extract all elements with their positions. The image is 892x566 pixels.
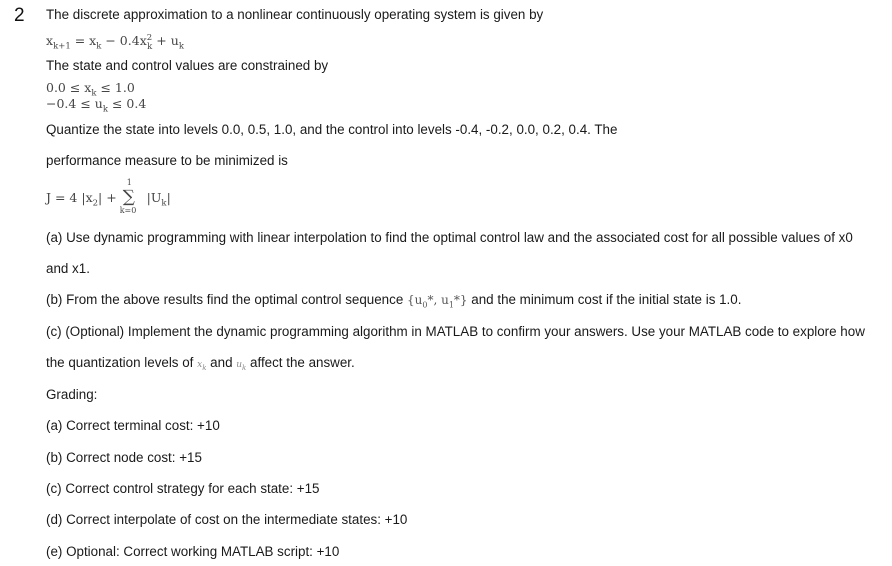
system-equation: $x_{k+1} = x_k - 0.4x^2_k + u_k$ (46, 33, 184, 52)
part-c-line-2: the quantization levels of $x_k$ and $u_k$ affect the answer. (46, 355, 355, 372)
quantize-text: Quantize the state into levels 0.0, 0.5, 1.0, and the control into levels -0.4, -0.2, 0.0, 0.2, 0.4. The (46, 122, 618, 137)
part-a-line-2: and x1. (46, 261, 90, 276)
cost-function: J = 4 $|x_2|$ + 1 ∑ k=0 $|U_k|$ (46, 177, 171, 215)
state-constraint: $0.0 \le x_k \le 1.0$ (46, 80, 135, 99)
control-constraint: $-0.4 \le u_k \le 0.4$ (46, 96, 147, 115)
question-number: 2 (14, 5, 25, 26)
grading-item: (e) Optional: Correct working MATLAB script: +10 (46, 544, 340, 559)
part-b: (b) From the above results find the optimal control sequence {$u_0*$, $u_1*$} and the minimum cost if the initial state is 1.0. (46, 292, 742, 310)
performance-text: performance measure to be minimized is (46, 153, 288, 168)
constraints-intro: The state and control values are constrained by (46, 58, 329, 73)
grading-item: (b) Correct node cost: +15 (46, 450, 202, 465)
part-c-line-1: (c) (Optional) Implement the dynamic programming algorithm in MATLAB to confirm your answers. Use your MATLAB code to explore how (46, 324, 865, 339)
summation: 1 ∑ k=0 (119, 177, 137, 215)
grading-item: (c) Correct control strategy for each state: +15 (46, 481, 320, 496)
part-a-line-1: (a) Use dynamic programming with linear interpolation to find the optimal control law and the associated cost for all possible values of x0 (46, 230, 853, 245)
grading-item: (a) Correct terminal cost: +10 (46, 418, 220, 433)
grading-item: (d) Correct interpolate of cost on the intermediate states: +10 (46, 512, 408, 527)
intro-text: The discrete approximation to a nonlinear continuously operating system is given by (46, 7, 544, 22)
grading-title: Grading: (46, 387, 98, 402)
